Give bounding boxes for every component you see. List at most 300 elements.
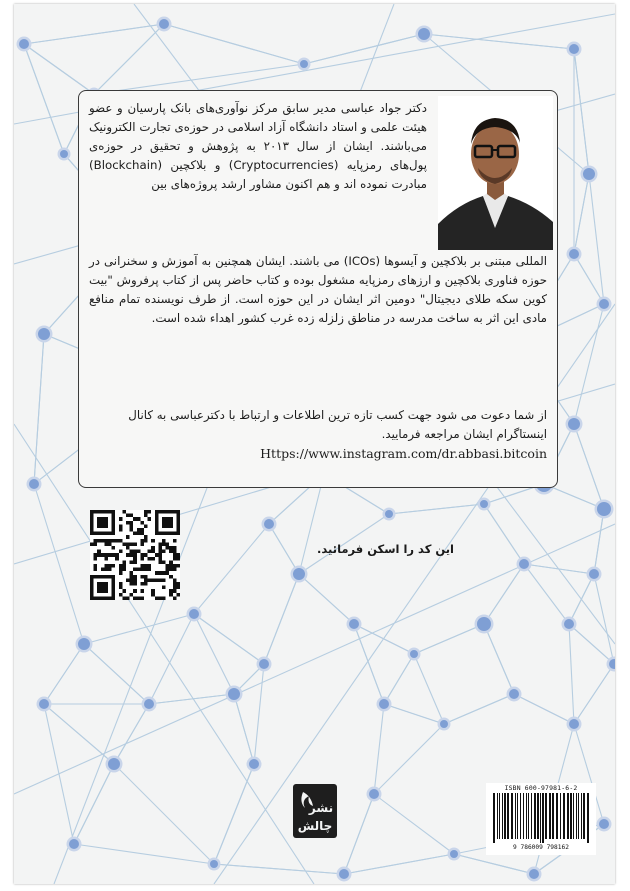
qr-module bbox=[101, 539, 105, 543]
qr-module bbox=[137, 596, 141, 600]
qr-module bbox=[119, 571, 123, 575]
network-line bbox=[354, 624, 384, 704]
barcode-bar bbox=[587, 793, 589, 843]
qr-module bbox=[140, 564, 144, 568]
qr-module bbox=[112, 546, 116, 550]
qr-module bbox=[158, 550, 162, 554]
qr-module bbox=[108, 542, 112, 546]
network-line bbox=[589, 174, 604, 304]
qr-module bbox=[126, 535, 130, 539]
qr-module bbox=[122, 564, 126, 568]
qr-module bbox=[140, 521, 144, 525]
qr-module bbox=[119, 586, 123, 590]
qr-module bbox=[169, 564, 173, 568]
qr-module bbox=[173, 550, 177, 554]
qr-module bbox=[169, 550, 173, 554]
network-line bbox=[574, 664, 614, 724]
network-node bbox=[418, 28, 430, 40]
qr-module bbox=[122, 560, 126, 564]
network-line bbox=[269, 524, 299, 574]
qr-module bbox=[133, 596, 137, 600]
barcode-bar bbox=[567, 793, 569, 839]
network-node bbox=[189, 609, 199, 619]
qr-module bbox=[144, 564, 148, 568]
network-node bbox=[599, 299, 609, 309]
qr-module bbox=[140, 557, 144, 561]
qr-module bbox=[158, 571, 162, 575]
qr-module bbox=[140, 575, 144, 579]
network-line bbox=[374, 704, 384, 794]
barcode-bar bbox=[552, 793, 554, 839]
qr-module bbox=[104, 568, 108, 572]
qr-module bbox=[166, 571, 170, 575]
network-node bbox=[144, 699, 154, 709]
network-node bbox=[259, 659, 269, 669]
barcode-bar bbox=[545, 793, 547, 839]
qr-module bbox=[173, 596, 177, 600]
isbn-digits: 9 786009 798162 bbox=[513, 844, 569, 851]
qr-module bbox=[119, 568, 123, 572]
barcode-bar bbox=[504, 793, 506, 839]
network-line bbox=[374, 724, 444, 794]
qr-module bbox=[119, 524, 123, 528]
qr-module bbox=[130, 542, 134, 546]
qr-module bbox=[115, 539, 119, 543]
qr-module bbox=[173, 582, 177, 586]
qr-module bbox=[119, 517, 123, 521]
qr-module bbox=[173, 553, 177, 557]
qr-module bbox=[155, 578, 159, 582]
qr-module bbox=[173, 589, 177, 593]
barcode-bar bbox=[523, 793, 524, 839]
instagram-invitation bbox=[89, 406, 547, 463]
qr-module bbox=[144, 578, 148, 582]
qr-module bbox=[137, 568, 141, 572]
publisher-logo-text-2: چالش bbox=[297, 819, 333, 833]
network-node bbox=[293, 568, 305, 580]
barcode-bar bbox=[531, 793, 532, 839]
network-node bbox=[39, 699, 49, 709]
qr-module bbox=[144, 568, 148, 572]
qr-module bbox=[130, 582, 134, 586]
qr-module bbox=[144, 553, 148, 557]
barcode-bar bbox=[549, 793, 551, 839]
qr-module bbox=[158, 557, 162, 561]
qr-module bbox=[148, 564, 152, 568]
qr-module bbox=[176, 564, 180, 568]
barcode-bar bbox=[560, 793, 561, 839]
network-node bbox=[379, 699, 389, 709]
qr-module bbox=[112, 553, 116, 557]
network-line bbox=[574, 49, 589, 174]
qr-module bbox=[133, 557, 137, 561]
publisher-logo-text-1: نشر bbox=[308, 801, 334, 815]
qr-module bbox=[104, 564, 108, 568]
publisher-logo bbox=[291, 782, 339, 840]
network-line bbox=[24, 44, 94, 94]
network-line bbox=[164, 24, 304, 64]
qr-module bbox=[140, 528, 144, 532]
network-node bbox=[519, 559, 529, 569]
barcode-bar bbox=[542, 793, 544, 843]
qr-finder-pattern bbox=[97, 582, 108, 593]
instagram-link[interactable]: Https://www.instagram.com/dr.abbasi.bitcoin bbox=[260, 446, 547, 461]
qr-module bbox=[169, 593, 173, 597]
qr-module bbox=[130, 521, 134, 525]
qr-module bbox=[144, 514, 148, 518]
qr-module bbox=[108, 539, 112, 543]
barcode-bar bbox=[511, 793, 513, 839]
qr-module bbox=[162, 542, 166, 546]
network-node bbox=[569, 719, 579, 729]
qr-module bbox=[166, 564, 170, 568]
qr-module bbox=[176, 582, 180, 586]
network-line bbox=[344, 854, 454, 874]
barcode-bar bbox=[520, 793, 521, 839]
qr-module bbox=[115, 557, 119, 561]
qr-module bbox=[144, 575, 148, 579]
qr-scan-prompt: این کد را اسکن فرمائید. bbox=[317, 542, 454, 556]
qr-module bbox=[119, 564, 123, 568]
qr-module bbox=[169, 546, 173, 550]
author-bio-box bbox=[78, 90, 558, 488]
qr-module bbox=[119, 550, 123, 554]
qr-module bbox=[176, 557, 180, 561]
qr-module bbox=[144, 582, 148, 586]
qr-module bbox=[108, 564, 112, 568]
network-line bbox=[214, 764, 254, 864]
qr-module bbox=[97, 539, 101, 543]
network-line bbox=[264, 574, 299, 664]
qr-module bbox=[104, 553, 108, 557]
qr-module bbox=[94, 557, 98, 561]
network-node bbox=[440, 720, 448, 728]
qr-module bbox=[148, 517, 152, 521]
author-photo bbox=[438, 96, 553, 250]
qr-module bbox=[104, 557, 108, 561]
qr-module bbox=[158, 560, 162, 564]
barcode-bar bbox=[570, 793, 572, 839]
barcode-bar bbox=[583, 793, 585, 839]
qr-module bbox=[133, 582, 137, 586]
qr-module bbox=[90, 542, 94, 546]
qr-module bbox=[148, 578, 152, 582]
network-line bbox=[569, 624, 614, 664]
network-line bbox=[414, 654, 444, 724]
qr-module bbox=[173, 578, 177, 582]
barcode-bar bbox=[576, 793, 577, 839]
network-line bbox=[24, 24, 164, 44]
qr-module bbox=[130, 514, 134, 518]
qr-module bbox=[126, 578, 130, 582]
author-bio-paragraph: دکتر جواد عباسی مدیر سابق مرکز نوآوری‌های بانک پارسیان و عضو هیئت علمی و استاد دانشگاه آزاد اسلامی در حوزه‌ی تجارت الکترونیک می‌باشند. ایشان از سال ۲۰۱۳ به پژوهش و تحقیق در حوزه‌ی پول‌های رمزپایه (Cryptocurrencies) و بلاکچین (Blockchain) مبادرت نموده اند و هم اکنون مشاور ارشد پروژه‌های بین bbox=[89, 101, 427, 192]
network-node bbox=[589, 569, 599, 579]
network-node bbox=[569, 44, 579, 54]
network-node bbox=[583, 168, 595, 180]
barcode-bar bbox=[517, 793, 518, 839]
network-line bbox=[234, 694, 254, 764]
qr-module bbox=[144, 510, 148, 514]
qr-module bbox=[148, 550, 152, 554]
network-node bbox=[529, 869, 539, 879]
qr-module bbox=[133, 532, 137, 536]
qr-module bbox=[104, 542, 108, 546]
qr-module bbox=[140, 582, 144, 586]
qr-module bbox=[133, 517, 137, 521]
qr-module bbox=[162, 550, 166, 554]
network-line bbox=[214, 864, 344, 874]
qr-module bbox=[130, 560, 134, 564]
qr-module bbox=[144, 524, 148, 528]
network-line bbox=[454, 854, 534, 874]
qr-code[interactable] bbox=[90, 510, 180, 600]
qr-module bbox=[169, 568, 173, 572]
qr-module bbox=[173, 539, 177, 543]
network-line bbox=[384, 654, 414, 704]
qr-module bbox=[137, 517, 141, 521]
barcode-bar bbox=[578, 793, 579, 839]
network-node bbox=[477, 617, 491, 631]
author-bio-paragraph-continued: المللی مبتنی بر بلاکچین و آیسوها (ICOs) می باشند. ایشان همچنین به آموزش و سخنرانی در حوزه فناوری بلاکچین و ارزهای رمزپایه مشغول بوده و کتاب حاضر پس از کتاب پرفروش "بیت کوین سکه طلای دیجیتال" دومین اثر ایشان در این حوزه است. از طرف نویسنده تمام منافع مادی این اثر به ساخت مدرسه در مناطق زلزله زده غرب کشور اهداء شده است. bbox=[89, 254, 547, 326]
qr-module bbox=[119, 528, 123, 532]
qr-module bbox=[119, 539, 123, 543]
qr-module bbox=[158, 553, 162, 557]
network-line bbox=[594, 574, 614, 664]
qr-module bbox=[148, 568, 152, 572]
qr-module bbox=[133, 575, 137, 579]
network-node bbox=[450, 850, 458, 858]
qr-module bbox=[155, 553, 159, 557]
qr-module bbox=[130, 578, 134, 582]
qr-module bbox=[133, 589, 137, 593]
network-line bbox=[444, 694, 514, 724]
isbn-barcode-block bbox=[486, 783, 596, 855]
qr-module bbox=[151, 539, 155, 543]
network-node bbox=[210, 860, 218, 868]
network-node bbox=[60, 150, 68, 158]
network-line bbox=[574, 174, 589, 254]
network-line bbox=[344, 794, 374, 874]
network-node bbox=[108, 758, 120, 770]
qr-module bbox=[130, 524, 134, 528]
barcode-bar bbox=[563, 793, 565, 839]
network-line bbox=[94, 24, 164, 94]
barcode-bar bbox=[497, 793, 498, 839]
network-line bbox=[14, 424, 314, 884]
barcode-bar bbox=[581, 793, 582, 839]
network-line bbox=[44, 644, 84, 704]
barcode-bar bbox=[573, 793, 574, 839]
qr-finder-pattern bbox=[162, 517, 173, 528]
network-line bbox=[424, 34, 574, 49]
qr-module bbox=[119, 582, 123, 586]
network-line bbox=[299, 474, 324, 574]
network-node bbox=[38, 328, 50, 340]
network-line bbox=[24, 44, 64, 154]
qr-module bbox=[119, 593, 123, 597]
qr-module bbox=[122, 589, 126, 593]
qr-module bbox=[173, 564, 177, 568]
qr-module bbox=[115, 553, 119, 557]
network-node bbox=[568, 418, 580, 430]
barcode-bar bbox=[515, 793, 516, 839]
qr-module bbox=[94, 564, 98, 568]
qr-module bbox=[169, 560, 173, 564]
qr-module bbox=[137, 528, 141, 532]
qr-module bbox=[162, 560, 166, 564]
barcode-bar bbox=[556, 793, 558, 839]
qr-module bbox=[140, 539, 144, 543]
qr-module bbox=[148, 510, 152, 514]
network-line bbox=[569, 624, 574, 724]
qr-module bbox=[144, 535, 148, 539]
qr-module bbox=[162, 578, 166, 582]
qr-module bbox=[130, 571, 134, 575]
network-node bbox=[249, 759, 259, 769]
book-back-cover bbox=[14, 4, 615, 884]
network-node bbox=[300, 60, 308, 68]
qr-module bbox=[130, 550, 134, 554]
qr-module bbox=[126, 514, 130, 518]
network-line bbox=[114, 704, 149, 764]
network-line bbox=[414, 624, 484, 654]
qr-module bbox=[148, 557, 152, 561]
qr-module bbox=[151, 589, 155, 593]
network-node bbox=[339, 869, 349, 879]
network-node bbox=[264, 519, 274, 529]
qr-module bbox=[130, 528, 134, 532]
qr-module bbox=[126, 521, 130, 525]
qr-module bbox=[151, 593, 155, 597]
qr-module bbox=[130, 575, 134, 579]
network-line bbox=[194, 614, 264, 664]
qr-module bbox=[94, 542, 98, 546]
qr-module bbox=[97, 550, 101, 554]
qr-module bbox=[144, 539, 148, 543]
qr-module bbox=[140, 568, 144, 572]
network-node bbox=[480, 500, 488, 508]
qr-module bbox=[173, 546, 177, 550]
qr-module bbox=[133, 550, 137, 554]
qr-module bbox=[158, 578, 162, 582]
qr-module bbox=[140, 532, 144, 536]
qr-module bbox=[166, 542, 170, 546]
qr-module bbox=[112, 564, 116, 568]
qr-module bbox=[173, 568, 177, 572]
qr-module bbox=[158, 546, 162, 550]
network-line bbox=[484, 504, 524, 564]
qr-module bbox=[173, 557, 177, 561]
qr-module bbox=[122, 568, 126, 572]
network-node bbox=[599, 819, 609, 829]
qr-module bbox=[140, 553, 144, 557]
network-node bbox=[569, 249, 579, 259]
network-node bbox=[369, 789, 379, 799]
network-node bbox=[349, 619, 359, 629]
barcode-bar bbox=[526, 793, 527, 839]
qr-module bbox=[162, 596, 166, 600]
qr-module bbox=[151, 578, 155, 582]
qr-module bbox=[130, 553, 134, 557]
network-line bbox=[34, 484, 84, 644]
network-line bbox=[514, 694, 574, 724]
qr-module bbox=[97, 553, 101, 557]
qr-module bbox=[176, 593, 180, 597]
qr-module bbox=[94, 553, 98, 557]
network-node bbox=[19, 39, 29, 49]
qr-module bbox=[140, 596, 144, 600]
qr-module bbox=[162, 586, 166, 590]
barcode-bar bbox=[537, 793, 539, 839]
qr-finder-pattern bbox=[97, 517, 108, 528]
network-line bbox=[299, 574, 354, 624]
qr-module bbox=[108, 553, 112, 557]
network-node bbox=[564, 619, 574, 629]
network-line bbox=[194, 614, 234, 694]
network-node bbox=[509, 689, 519, 699]
qr-module bbox=[108, 568, 112, 572]
network-node bbox=[69, 839, 79, 849]
network-node bbox=[159, 19, 169, 29]
qr-module bbox=[162, 571, 166, 575]
qr-module bbox=[122, 542, 126, 546]
qr-module bbox=[126, 542, 130, 546]
qr-module bbox=[126, 553, 130, 557]
barcode-bar bbox=[493, 793, 495, 843]
network-line bbox=[384, 704, 444, 724]
qr-module bbox=[104, 539, 108, 543]
qr-module bbox=[173, 586, 177, 590]
qr-module bbox=[151, 550, 155, 554]
qr-module bbox=[101, 553, 105, 557]
qr-module bbox=[158, 542, 162, 546]
network-node bbox=[385, 510, 393, 518]
network-node bbox=[29, 479, 39, 489]
qr-module bbox=[166, 568, 170, 572]
network-line bbox=[74, 844, 214, 864]
barcode-bar bbox=[507, 793, 509, 839]
network-line bbox=[484, 624, 514, 694]
qr-module bbox=[166, 546, 170, 550]
network-node bbox=[228, 688, 240, 700]
qr-module bbox=[169, 575, 173, 579]
network-line bbox=[84, 614, 194, 644]
network-node bbox=[597, 502, 611, 516]
qr-module bbox=[130, 593, 134, 597]
qr-module bbox=[137, 550, 141, 554]
qr-module bbox=[122, 510, 126, 514]
network-line bbox=[374, 794, 454, 854]
network-node bbox=[78, 638, 90, 650]
network-line bbox=[254, 664, 264, 764]
qr-module bbox=[112, 539, 116, 543]
barcode-bar bbox=[499, 793, 500, 839]
network-line bbox=[194, 524, 269, 614]
qr-module bbox=[94, 568, 98, 572]
qr-module bbox=[126, 596, 130, 600]
network-line bbox=[574, 304, 604, 424]
qr-module bbox=[133, 542, 137, 546]
network-line bbox=[389, 504, 484, 514]
network-line bbox=[84, 644, 149, 704]
network-line bbox=[594, 509, 604, 574]
barcode-bar bbox=[534, 793, 536, 839]
barcode-bar bbox=[528, 793, 529, 839]
qr-module bbox=[155, 596, 159, 600]
qr-module bbox=[133, 553, 137, 557]
qr-module bbox=[140, 589, 144, 593]
barcode-bar bbox=[502, 793, 503, 839]
